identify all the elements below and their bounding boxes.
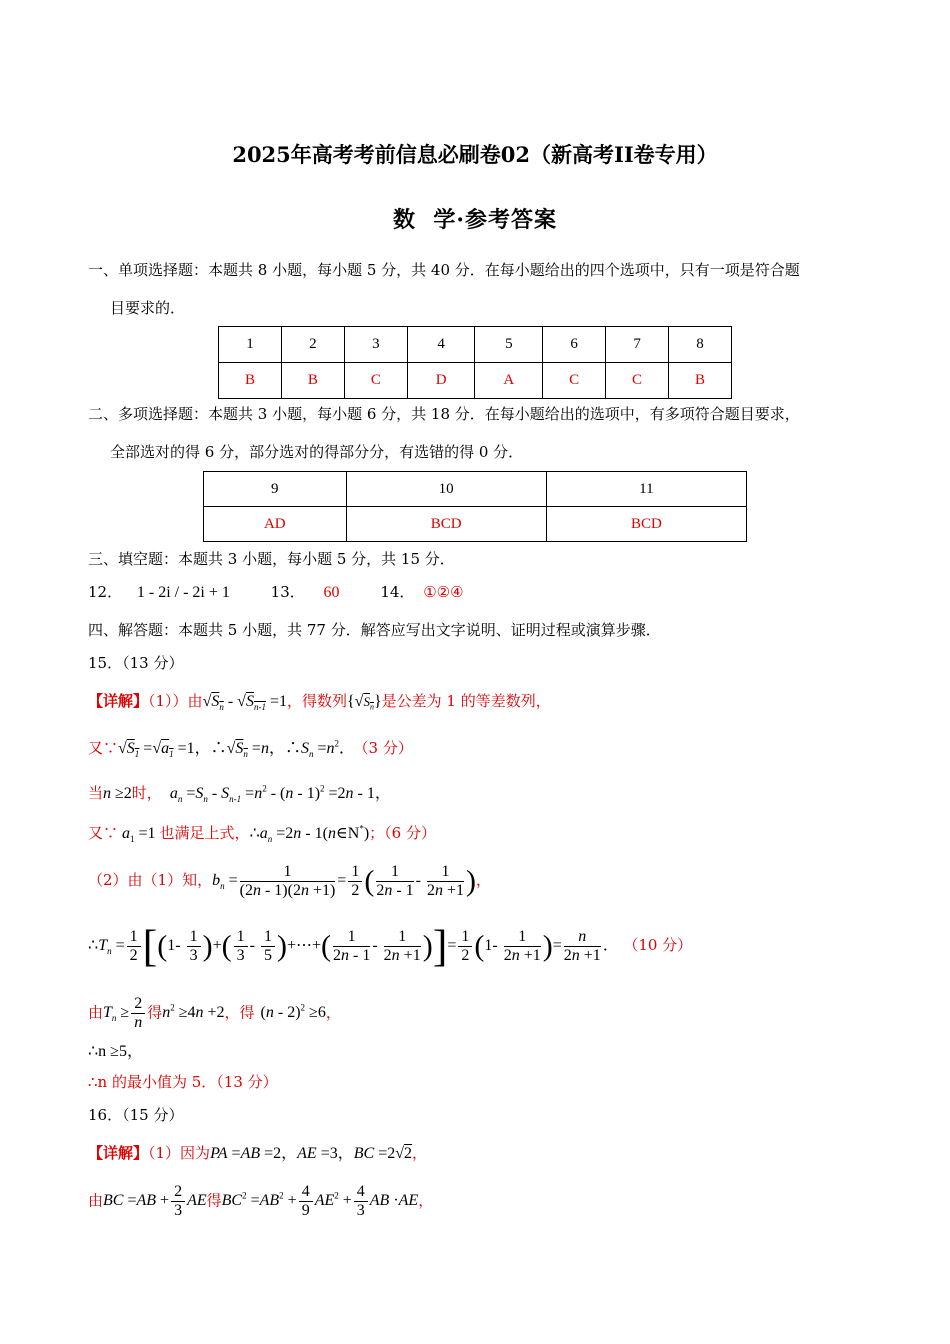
text: 当 xyxy=(88,784,104,802)
q16-solution-line2: 由BC =AB + $\frac{2}{3}$ AE得$BC^2 =AB^2$ + $\frac{4}{9}$ $AE^2$ + $\frac{4}{3}$ AB ·AE， xyxy=(88,1183,434,1220)
answer-cell: B xyxy=(669,363,732,399)
section2-instructions-line1: 二、多项选择题：本题共 3 小题，每小题 6 分，共 18 分．在每小题给出的选项中，有多项符合题目要求， xyxy=(88,405,800,423)
q14-answer: ①②④ xyxy=(423,583,464,601)
q15-solution-line9: ∴n 的最小值为 5．（13 分） xyxy=(88,1073,278,1091)
math-expression: PA =AB =2，AE =3，BC =2√2 xyxy=(210,1145,412,1162)
fill-blank-answers xyxy=(88,581,464,602)
q15-solution-line6 xyxy=(88,920,692,970)
detail-tag: 【详解】 xyxy=(88,1144,149,1162)
answer-cell: B xyxy=(219,363,282,399)
math-expression: $T_n$ ≥ $\frac{2}{n}$ xyxy=(103,1004,147,1021)
text: 也满足上式， xyxy=(159,824,250,842)
answer-cell: D xyxy=(407,363,475,399)
text: 由 xyxy=(88,1191,104,1210)
text: 又∵ xyxy=(88,824,119,842)
math-expression: $\{√S_n\}$ xyxy=(347,693,382,712)
math-expression: $\therefore T_n$ = $\frac{1}{2}$ [(1- $\frac{1}{3}$ )+( $\frac{1}{3}$ - $\frac{1}{5}$ )+⋯+( $\frac{1}{2n - 1}$ - $\frac{1}{2n +1}$ )]= $\frac{1}{2}$ (1- $\frac{1}{2n +1}$ )= $\frac{n}{2n +1}$ ． xyxy=(88,921,619,971)
math-expression: $√S_1 =√a_1 =1$，$\therefore√S_n =n$，$\therefore S_n =n^2$． xyxy=(118,738,356,760)
section1-instructions-line1: 一、单项选择题：本题共 8 小题，每小题 5 分，共 40 分．在每小题给出的四个选项中，只有一项是符合题 xyxy=(88,261,800,279)
question-number: 10 xyxy=(346,472,546,507)
math-expression: (n - 2)$^2$ ≥6 xyxy=(260,1003,326,1022)
question-number: 11 xyxy=(546,472,746,507)
answer-cell: C xyxy=(543,363,606,399)
answer-cell: A xyxy=(475,363,543,399)
math-expression: $√S_n - √S_{n-1} =1$ xyxy=(202,693,287,713)
q15-solution-line7: 由$T_n$ ≥ $\frac{2}{n}$ 得$n^2 \ge 4n +2$，得 (n - 2)$^2$ ≥6， xyxy=(88,995,341,1032)
q15-solution-line1 xyxy=(88,690,551,712)
score: （3 分） xyxy=(361,739,413,757)
score: （10 分） xyxy=(630,936,693,954)
text: ，得数列 xyxy=(286,692,347,710)
q13-answer: 60 xyxy=(323,584,340,601)
q14-label: 14． xyxy=(380,583,415,601)
answer-cell: C xyxy=(606,363,669,399)
question-number: 6 xyxy=(543,327,606,363)
text: 得 xyxy=(206,1191,222,1210)
math-expression: n ≥2 xyxy=(103,785,132,802)
text: （2）由（1）知， xyxy=(88,871,213,889)
q15-solution-line2 xyxy=(88,735,413,759)
q12-label: 12． xyxy=(88,583,123,601)
math-expression: $a_n =S_n - S_{n-1} =n^2 - (n - 1)^2 =2n - 1$， xyxy=(169,783,391,805)
math-expression: $a_1 =1$ xyxy=(122,825,156,845)
q13-label: 13． xyxy=(270,583,305,601)
question-number: 9 xyxy=(204,472,347,507)
math-expression: $n^2 \ge 4n +2$ xyxy=(162,1003,225,1022)
question-number: 2 xyxy=(281,327,344,363)
page-subtitle: 数 学·参考答案 xyxy=(393,207,557,233)
question-number: 8 xyxy=(669,327,732,363)
question-number: 1 xyxy=(219,327,282,363)
math-expression: $b_n$ = $\frac{1}{(2n - 1)(2n +1)}$ = $\frac{1}{2}$ ( $\frac{1}{2n - 1}$ - $\frac{1}{2n +1}$ ) xyxy=(212,862,477,899)
section2-instructions-line2: 全部选对的得 6 分，部分选对的得部分分，有选错的得 0 分． xyxy=(110,443,524,461)
answer-cell: BCD xyxy=(546,507,746,542)
text: 由 xyxy=(88,1003,104,1022)
math-expression: BC =AB + $\frac{2}{3}$ AE xyxy=(103,1183,207,1220)
page-title: 2025年高考考前信息必刷卷02（新高考II卷专用） xyxy=(232,142,718,167)
question-number: 4 xyxy=(407,327,475,363)
q15-solution-line8: ∴n ≥5， xyxy=(88,1043,143,1060)
text: （1）因为 xyxy=(148,1144,211,1162)
text: 又∵ xyxy=(88,739,119,757)
multi-choice-answer-table xyxy=(203,471,747,542)
q15-label: 15．（13 分） xyxy=(88,654,184,672)
question-number: 7 xyxy=(606,327,669,363)
text: 时， xyxy=(131,784,162,802)
math-expression: $BC^2 =AB^2$ + $\frac{4}{9}$ $AE^2$ + $\frac{4}{3}$ AB ·AE xyxy=(221,1183,419,1220)
q15-solution-line3 xyxy=(88,780,391,804)
math-expression: $\therefore a_n =2n$ - 1(n∈N*) xyxy=(249,823,370,845)
text: 是公差为 1 的等差数列， xyxy=(381,692,551,710)
detail-tag: 【详解】 xyxy=(88,692,149,710)
section4-heading: 四、解答题：本题共 5 小题，共 77 分．解答应写出文字说明、证明过程或演算步骤． xyxy=(88,621,661,639)
q12-answer: 1 - 2i / - 2i + 1 xyxy=(136,584,230,601)
text: ，得 xyxy=(224,1003,255,1022)
answer-cell: B xyxy=(281,363,344,399)
q15-solution-line5: （2）由（1）知，$b_n$ = $\frac{1}{(2n - 1)(2n +1)}$ = $\frac{1}{2}$ ( $\frac{1}{2n - 1}$ - $\frac{1}{2n +1}$ )， xyxy=(88,862,492,899)
answer-cell: BCD xyxy=(346,507,546,542)
section1-instructions-line2: 目要求的． xyxy=(110,299,186,317)
q16-solution-line1: 【详解】（1）因为PA =AB =2，AE =3，BC =2√2， xyxy=(88,1144,428,1162)
section3-heading: 三、填空题：本题共 3 小题，每小题 5 分，共 15 分． xyxy=(88,550,455,568)
text: 得 xyxy=(147,1003,163,1022)
single-choice-answer-table xyxy=(218,326,732,399)
question-number: 5 xyxy=(475,327,543,363)
text: （1））由 xyxy=(148,692,203,710)
question-number: 3 xyxy=(344,327,407,363)
q16-label: 16．（15 分） xyxy=(88,1106,184,1124)
q15-solution-line4 xyxy=(88,822,436,844)
answer-cell: C xyxy=(344,363,407,399)
score: ；（6 分） xyxy=(369,824,436,842)
answer-cell: AD xyxy=(204,507,347,542)
